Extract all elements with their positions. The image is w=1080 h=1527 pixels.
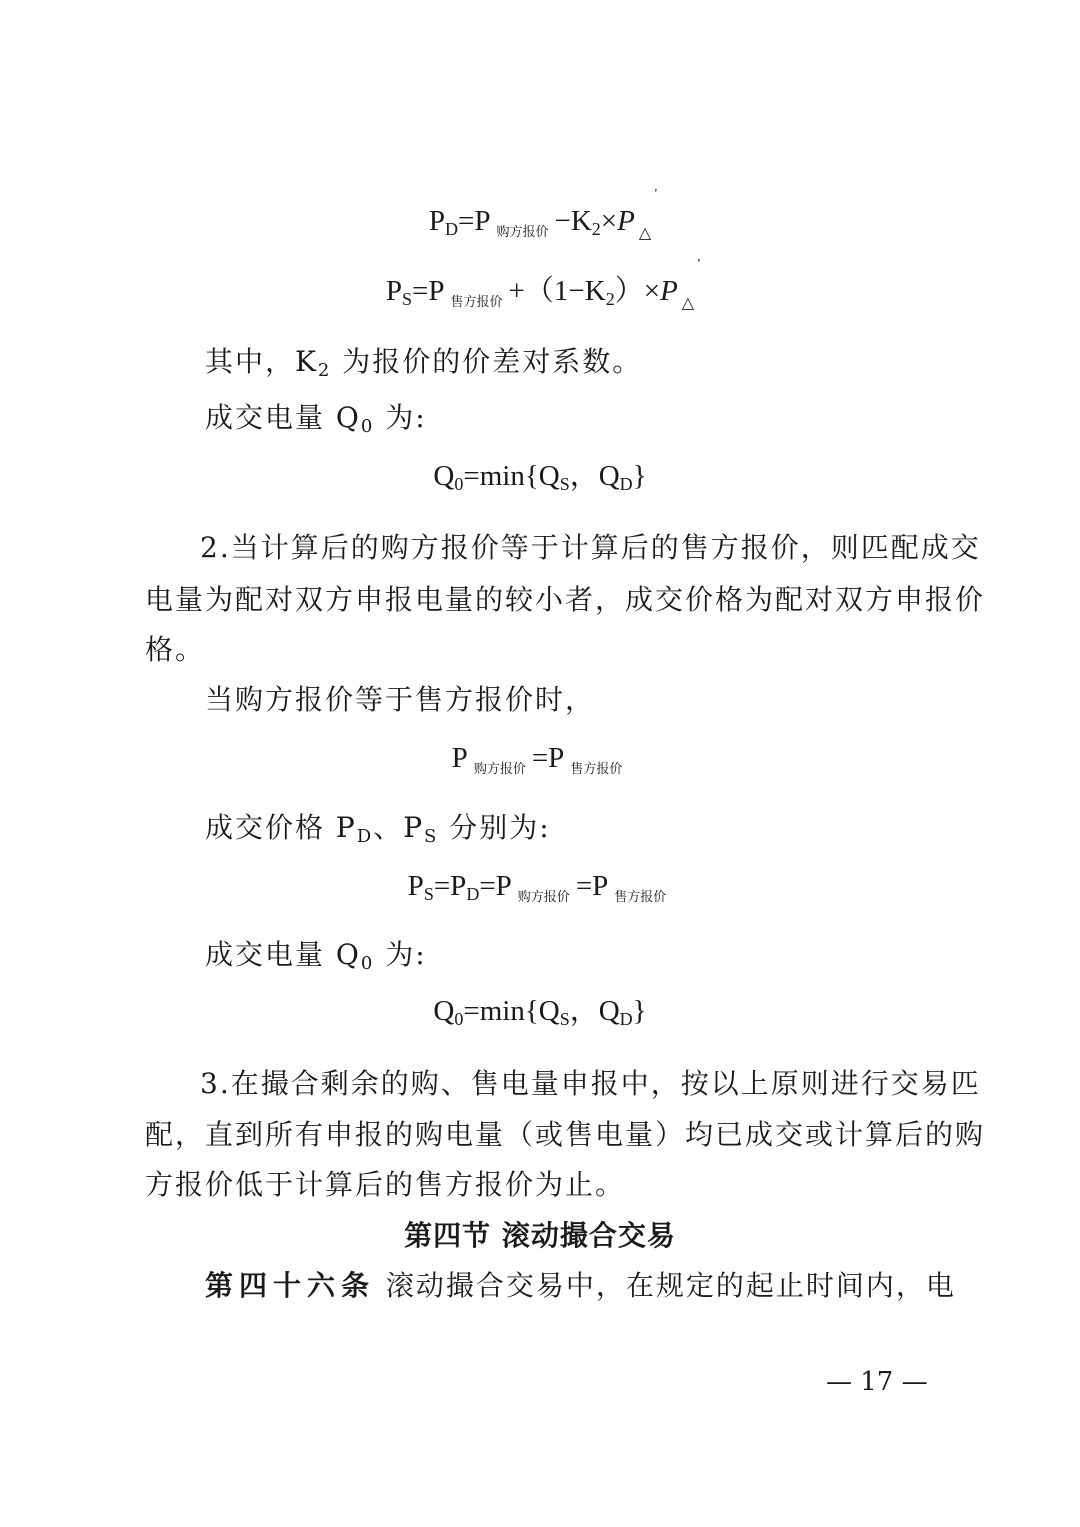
equal-intro: 当购方报价等于售方报价时，	[205, 683, 596, 716]
formula-pd: $P_D=P$ $_{购方报价} -K_2\times P$ ' $_\triangle$	[428, 187, 658, 242]
q0-intro: 成交电量 $Q_0$ 为:	[205, 401, 427, 437]
paragraph-line: 方报价低于计算后的售方报价为止。	[145, 1168, 626, 1201]
k2-note: 其中，$K_2$ 为报价的价差对系数。	[205, 345, 643, 381]
formula-ps: $P_S=P$ $_{售方报价} +(1-K_2)\times P$ ' $_\triangle$	[385, 257, 701, 312]
paragraph-line: 3.在撮合剩余的购、售电量申报中，按以上原则进行交易匹	[200, 1067, 981, 1100]
section-heading: 第四节 滚动撮合交易	[404, 1219, 676, 1252]
formula-q0: $Q_0=\min\{Q_S$，$Q_D$}	[433, 995, 647, 1029]
formula-ps-pd: $P_S=P_D=P$ $_{购方报价}$ =P $_{售方报价}$	[407, 870, 667, 904]
paragraph-line: 格。	[145, 633, 206, 666]
price-intro: 成交价格 $P_D$、$P_S$ 分别为:	[205, 811, 551, 847]
paragraph-line: 电量为配对双方申报电量的较小者，成交价格为配对双方申报价	[145, 583, 986, 616]
article-text: 滚动撮合交易中，在规定的起止时间内，电	[375, 1269, 956, 1302]
formula-q0: $Q_0=\min\{Q_S$，$Q_D$}	[433, 460, 647, 494]
paragraph-line: 2.当计算后的购方报价等于计算后的售方报价，则匹配成交	[200, 531, 981, 564]
article-label: 第四十六条	[205, 1269, 376, 1302]
formula-price-equal: P $_{购方报价}$ =P $_{售方报价}$	[451, 742, 623, 776]
page-number: — 17 —	[826, 1367, 928, 1397]
q0-intro: 成交电量 $Q_0$ 为:	[205, 938, 427, 974]
paragraph-line: 配，直到所有申报的购电量（或售电量）均已成交或计算后的购	[145, 1118, 986, 1151]
article-paragraph	[205, 1268, 956, 1304]
